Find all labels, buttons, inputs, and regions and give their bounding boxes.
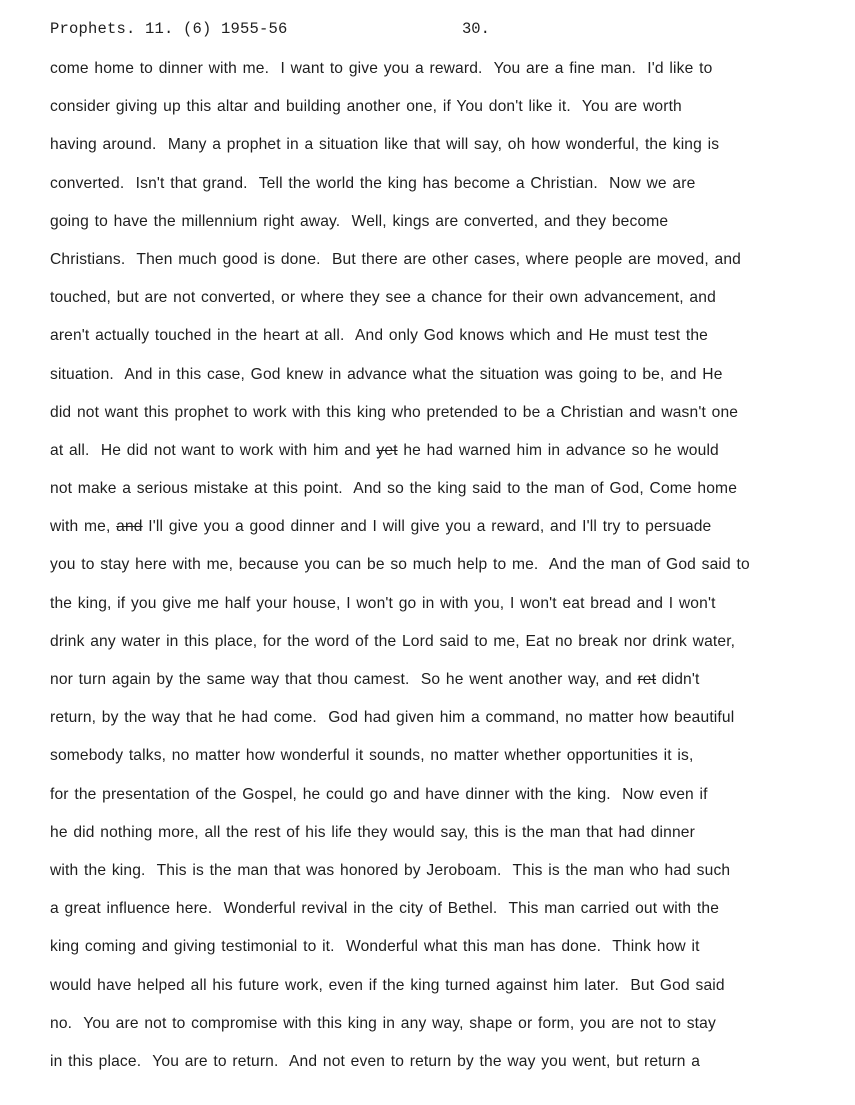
text-segment: having around. Many a prophet in a situation like that will say, oh how wonderful, the king is [50, 136, 720, 154]
text-line [50, 1052, 850, 1090]
text-line [50, 861, 850, 899]
text-line [50, 1014, 850, 1052]
text-segment: would have helped all his future work, even if the king turned against him later. But God said [50, 976, 725, 994]
text-segment: return, by the way that he had come. God had given him a command, no matter how beautiful [50, 709, 735, 727]
text-segment: the king, if you give me half your house, I won't go in with you, I won't eat bread and I won't [50, 594, 716, 612]
text-segment: come home to dinner with me. I want to give you a reward. You are a fine man. I'd like to [50, 60, 713, 77]
text-segment: going to have the millennium right away. Well, kings are converted, and they become [50, 212, 669, 230]
text-segment: he did nothing more, all the rest of his life they would say, this is the man that had dinner [50, 823, 695, 841]
struck-word: ret [637, 671, 657, 688]
text-segment: aren't actually touched in the heart at all. And only God knows which and He must test the [50, 327, 709, 345]
text-segment: converted. Isn't that grand. Tell the world the king has become a Christian. Now we are [50, 174, 696, 192]
text-segment: with me, [50, 518, 117, 536]
text-line [50, 517, 850, 555]
page-number: 30. [462, 20, 490, 38]
text-line [50, 174, 850, 212]
struck-word: and [116, 518, 143, 536]
text-line [50, 746, 850, 784]
text-line [50, 97, 850, 135]
text-line [50, 212, 850, 250]
text-line [50, 326, 850, 364]
text-segment: nor turn again by the same way that thou camest. So he went another way, and [50, 671, 638, 688]
text-segment: he had warned him in advance so he would [397, 441, 719, 459]
text-line [50, 441, 850, 479]
text-line [50, 976, 850, 1014]
text-line [50, 594, 850, 632]
text-segment: situation. And in this case, God knew in advance what the situation was going to be, and He [50, 365, 723, 383]
text-line [50, 365, 850, 403]
text-line [50, 632, 850, 670]
text-segment: Christians. Then much good is done. But there are other cases, where people are moved, and [50, 250, 741, 268]
text-segment: for the presentation of the Gospel, he could go and have dinner with the king. Now even if [50, 785, 708, 803]
text-segment: somebody talks, no matter how wonderful it sounds, no matter whether opportunities it is, [50, 747, 694, 765]
text-segment: I'll give you a good dinner and I will give you a reward, and I'll try to persuade [142, 518, 712, 536]
text-segment: king coming and giving testimonial to it. Wonderful what this man has done. Think how it [50, 938, 700, 956]
text-segment: no. You are not to compromise with this king in any way, shape or form, you are not to stay [50, 1014, 716, 1032]
text-segment: consider giving up this altar and building another one, if You don't like it. You are worth [50, 98, 682, 116]
text-line [50, 899, 850, 937]
text-line [50, 937, 850, 975]
text-line [50, 708, 850, 746]
text-segment: did not want this prophet to work with this king who pretended to be a Christian and wasn't one [50, 403, 739, 421]
text-line [50, 403, 850, 441]
text-segment: a great influence here. Wonderful revival in the city of Bethel. This man carried out with the [50, 900, 720, 918]
text-line [50, 670, 850, 708]
text-segment: you to stay here with me, because you can be so much help to me. And the man of God said to [50, 556, 750, 574]
text-line [50, 135, 850, 173]
text-segment: in this place. You are to return. And not even to return by the way you went, but return a [50, 1052, 701, 1070]
text-segment: not make a serious mistake at this point. And so the king said to the man of God, Come home [50, 480, 738, 498]
body-text [50, 59, 850, 1090]
struck-word: yet [376, 441, 398, 459]
text-segment: drink any water in this place, for the word of the Lord said to me, Eat no break nor drink water, [50, 632, 736, 650]
text-segment: at all. He did not want to work with him and [50, 441, 377, 459]
text-line [50, 250, 850, 288]
text-line [50, 823, 850, 861]
text-line [50, 555, 850, 593]
text-line [50, 288, 850, 326]
text-segment: with the king. This is the man that was honored by Jeroboam. This is the man who had such [50, 861, 731, 879]
text-line [50, 479, 850, 517]
text-line [50, 59, 850, 97]
text-segment: touched, but are not converted, or where they see a chance for their own advancement, and [50, 289, 716, 307]
text-line [50, 785, 850, 823]
text-segment: didn't [656, 671, 700, 688]
running-header: Prophets. 11. (6) 1955-56 [50, 20, 288, 38]
